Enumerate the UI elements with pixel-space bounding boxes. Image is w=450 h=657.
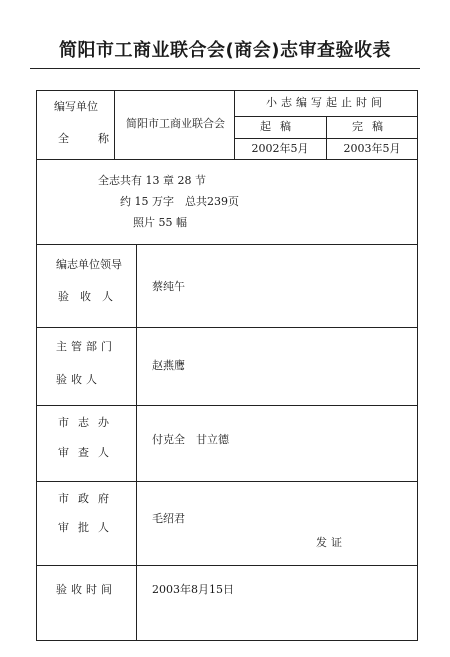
dept-label-line1: 主管部门 (56, 340, 116, 353)
accept-date-value: 2003年8月15日 (152, 583, 234, 596)
office-label-line2: 审查人 (58, 446, 118, 459)
timeline-start-label: 起稿 (260, 120, 300, 133)
timeline-header: 小志编写起止时间 (266, 96, 386, 109)
rule-after-summary (36, 244, 418, 245)
dept-label-line2: 验收人 (56, 373, 101, 386)
office-value: 付克全 甘立德 (152, 433, 229, 446)
summary-line3: 照片 55 幅 (133, 216, 187, 229)
rule-after-gov (36, 565, 418, 566)
timeline-start-date: 2002年5月 (251, 142, 309, 155)
rule-after-dept (36, 405, 418, 406)
rule-after-office (36, 481, 418, 482)
compiler-name: 简阳市工商业联合会 (126, 117, 225, 130)
form-frame (36, 90, 418, 641)
page-title: 简阳市工商业联合会(商会)志审查验收表 (59, 40, 391, 61)
timeline-end-label: 完稿 (352, 120, 392, 133)
leader-label-line1: 编志单位领导 (56, 258, 122, 271)
office-label-line1: 市志办 (58, 416, 118, 429)
summary-line1: 全志共有 13 章 28 节 (98, 174, 206, 187)
gov-value: 毛绍君 (152, 512, 185, 525)
compiler-label-line2: 全 称 (58, 132, 118, 145)
leader-label-line2: 验 收 人 (58, 290, 113, 303)
gov-label-line1: 市政府 (58, 492, 118, 505)
gov-label-line2: 审批人 (58, 521, 118, 534)
accept-date-label: 验收时间 (56, 583, 116, 596)
summary-line2: 约 15 万字 总共239页 (120, 195, 239, 208)
title-underline (30, 68, 420, 69)
compiler-label-line1: 编写单位 (54, 100, 98, 113)
timeline-end-date: 2003年5月 (343, 142, 401, 155)
certificate-issued: 发证 (316, 536, 346, 549)
rule-after-leader (36, 327, 418, 328)
dept-value: 赵燕鹰 (152, 359, 185, 372)
divider-lower-rows (136, 244, 137, 641)
divider-label-name (114, 90, 115, 159)
rule-after-header (36, 159, 418, 160)
leader-value: 蔡纯午 (152, 280, 185, 293)
